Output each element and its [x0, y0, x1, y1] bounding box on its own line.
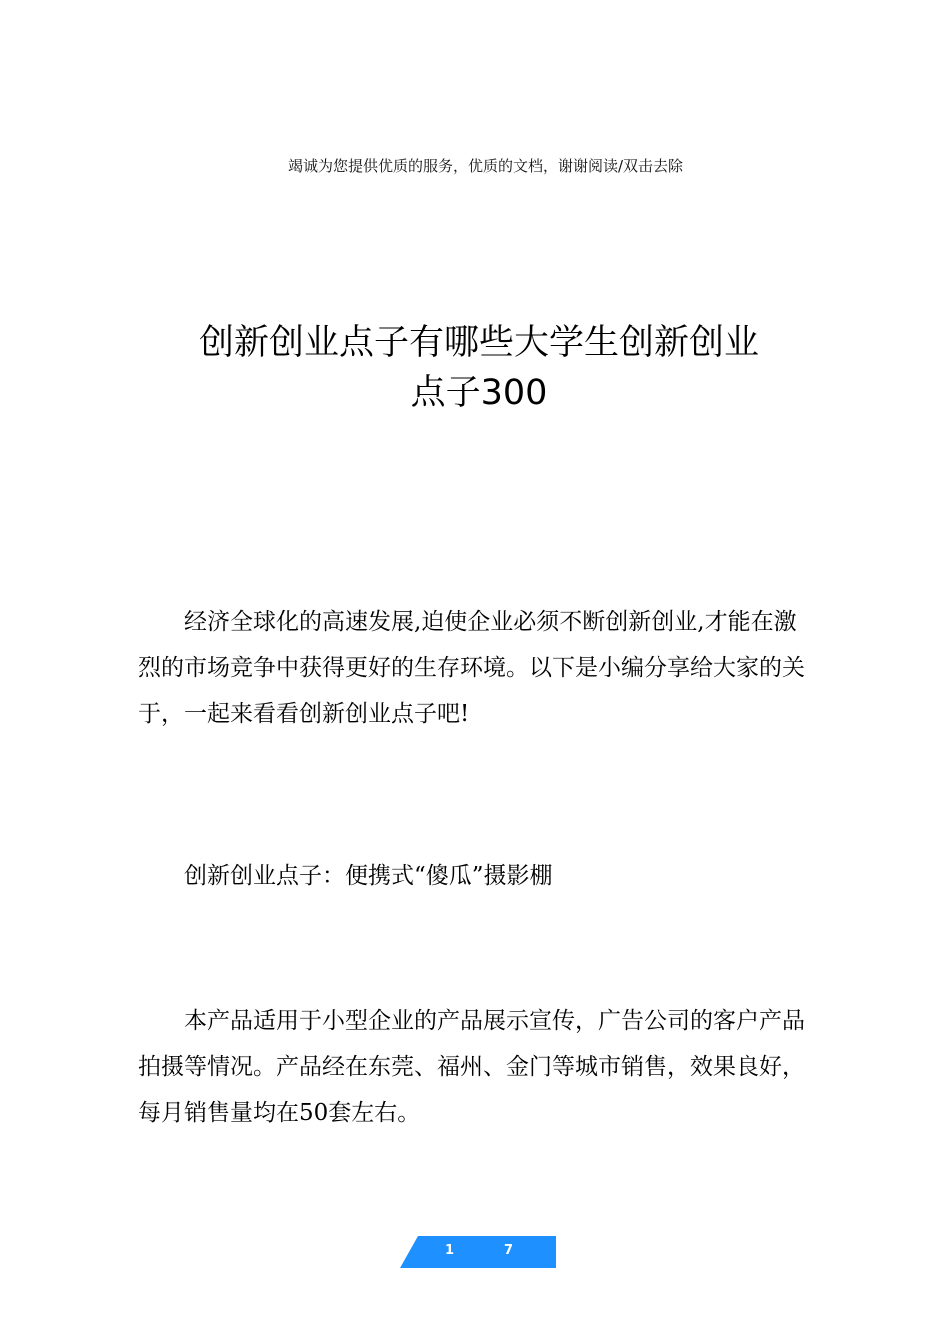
title-line-2: 点子300: [410, 373, 548, 413]
title-line-1: 创新创业点子有哪些大学生创新创业: [198, 323, 759, 363]
page-footer: [400, 1236, 556, 1268]
page-total-number: 7: [504, 1243, 514, 1258]
document-title: [100, 318, 858, 418]
intro-paragraph: 经济全球化的高速发展,迫使企业必须不断创新创业,才能在激烈的市场竞争中获得更好的生存环境。以下是小编分享给大家的关于，一起来看看创新创业点子吧!: [138, 609, 805, 727]
header-note: 竭诚为您提供优质的服务，优质的文档，谢谢阅读/双击去除: [288, 157, 684, 175]
page-footer-banner: [400, 1236, 556, 1268]
page-current-number: 1: [445, 1243, 455, 1258]
idea-heading: 创新创业点子：便携式“傻瓜”摄影棚: [184, 863, 553, 889]
idea-description: 本产品适用于小型企业的产品展示宣传，广告公司的客户产品拍摄等情况。产品经在东莞、福州、金门等城市销售，效果良好，每月销售量均在50套左右。: [138, 1008, 805, 1126]
